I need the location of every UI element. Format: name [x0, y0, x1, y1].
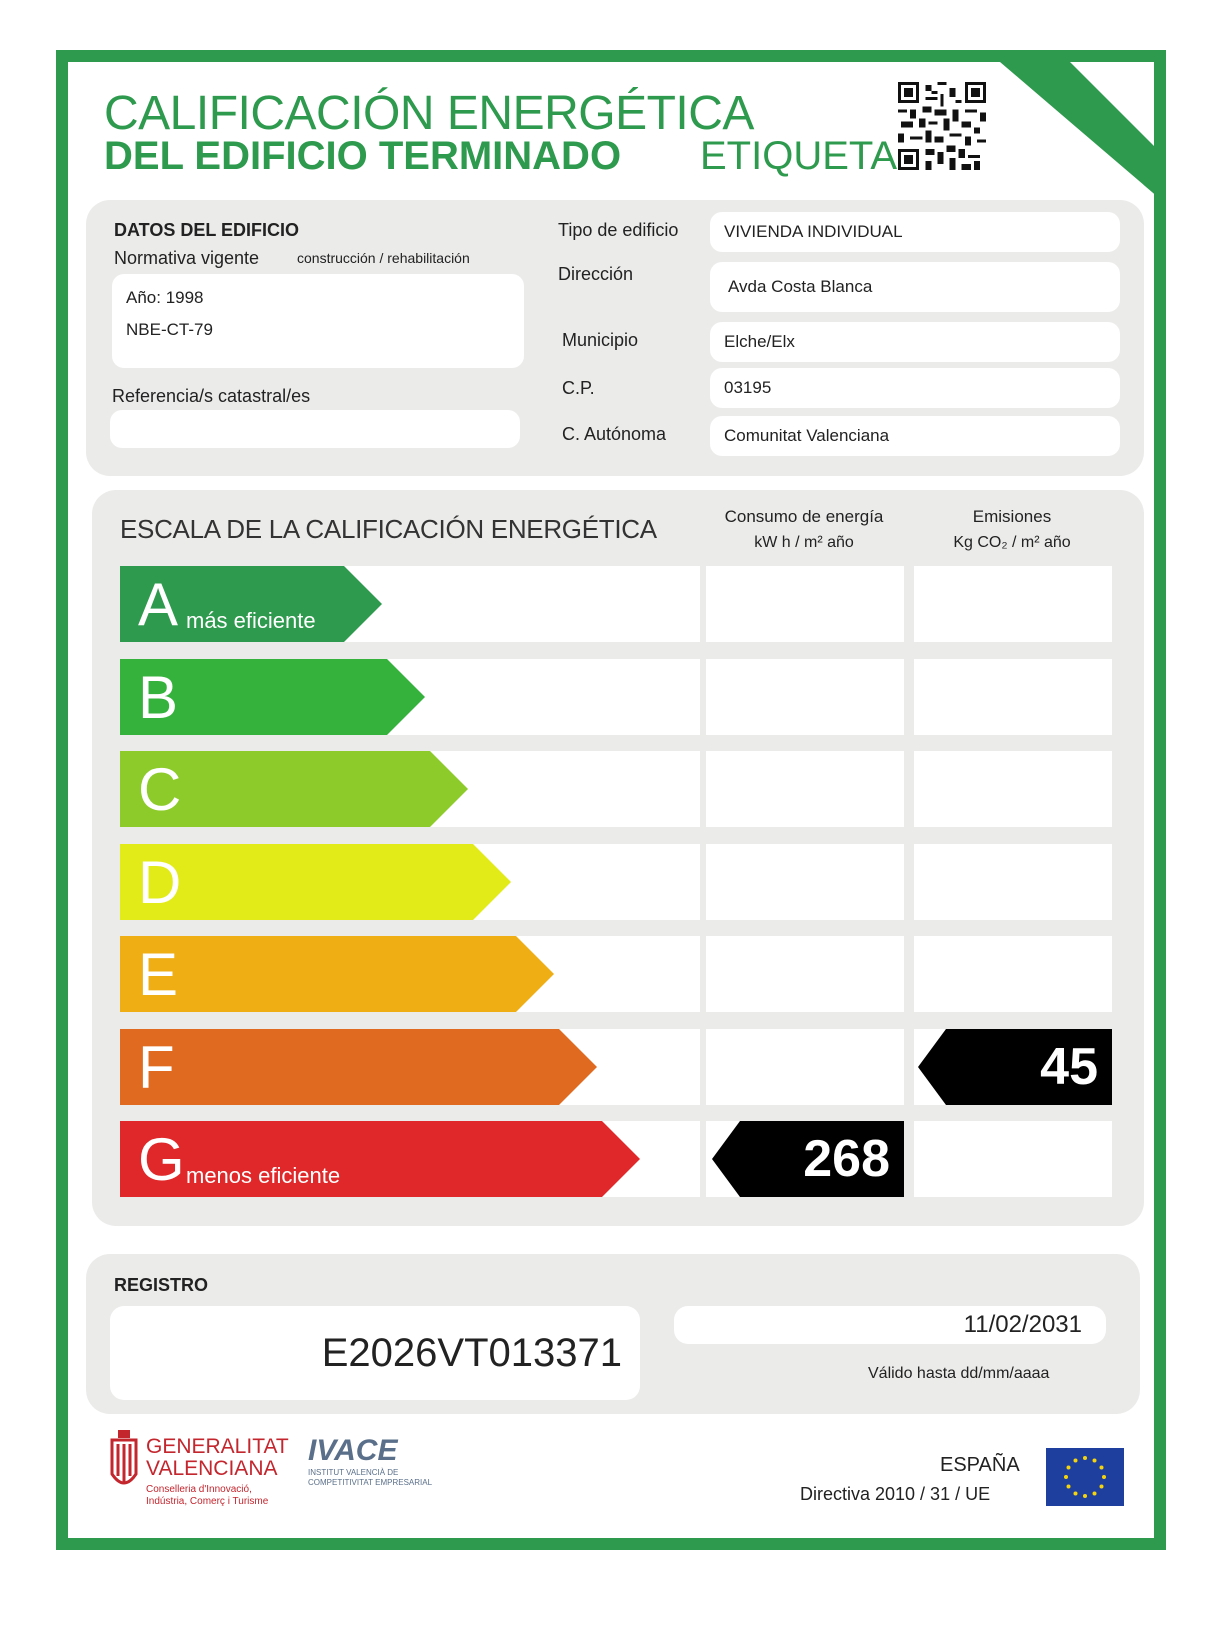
normativa-sub-label: construcción / rehabilitación: [297, 250, 470, 266]
rating-letter: C: [138, 756, 182, 823]
cp-field: 03195: [710, 368, 1120, 408]
eu-star: [1064, 1475, 1068, 1479]
emisiones-header-line2: Kg CO₂ / m² año: [953, 534, 1071, 551]
validity-label: Válido hasta dd/mm/aaaa: [868, 1365, 1050, 1382]
ivace-sub-line2: COMPETITIVITAT EMPRESARIAL: [308, 1478, 433, 1487]
consumo-cell-e: [706, 936, 904, 1012]
municipio-field: Elche/Elx: [710, 322, 1120, 362]
emisiones-header: [912, 504, 1112, 556]
rating-subtitle: más eficiente: [186, 608, 316, 633]
eu-star: [1074, 1492, 1078, 1496]
address-label: Dirección: [558, 264, 634, 284]
title-line-2: DEL EDIFICIO TERMINADO: [104, 134, 622, 178]
validity-date-field: 11/02/2031: [674, 1306, 1106, 1344]
eu-star: [1102, 1475, 1106, 1479]
corner-decoration: [1000, 58, 1170, 218]
generalitat-line2: VALENCIANA: [146, 1457, 278, 1480]
eu-star: [1067, 1466, 1071, 1470]
normativa-field: [112, 274, 524, 368]
eu-star: [1093, 1492, 1097, 1496]
eu-star: [1083, 1456, 1087, 1460]
emisiones-cell-a: [914, 566, 1112, 642]
country-label: ESPAÑA: [940, 1454, 1020, 1476]
generalitat-crest-icon: [108, 1428, 140, 1498]
eu-star: [1093, 1459, 1097, 1463]
eu-star: [1100, 1466, 1104, 1470]
emisiones-cell-g: [914, 1121, 1112, 1197]
ref-catastral-label: Referencia/s catastral/es: [112, 386, 311, 406]
eu-star: [1083, 1494, 1087, 1498]
rating-letter: D: [138, 849, 182, 916]
building-section-title: DATOS DEL EDIFICIO: [114, 220, 300, 240]
rating-letter: F: [138, 1034, 175, 1101]
conselleria-line1: Conselleria d'Innovació,: [146, 1484, 252, 1495]
rating-bar-a: [120, 566, 382, 642]
ivace-sub-line1: INSTITUT VALENCIÀ DE: [308, 1468, 399, 1477]
rating-bar-g: [120, 1121, 640, 1197]
consumo-cell-a: [706, 566, 904, 642]
year-value: Año: 1998: [126, 288, 204, 307]
building-type-label: Tipo de edificio: [558, 220, 679, 240]
title-line-1: CALIFICACIÓN ENERGÉTICA: [104, 87, 754, 140]
rating-bar-e: [120, 936, 554, 1012]
emisiones-indicator-value: 45: [1040, 1038, 1098, 1096]
address-field: Avda Costa Blanca: [710, 262, 1120, 312]
emisiones-indicator: [918, 1029, 1112, 1105]
normativa-label: Normativa vigente: [114, 248, 260, 268]
rating-letter: A: [138, 571, 179, 638]
generalitat-name: [146, 1436, 289, 1480]
rating-letter: E: [138, 941, 179, 1008]
consumo-header: [704, 504, 904, 556]
municipio-label: Municipio: [562, 330, 639, 350]
eu-star: [1067, 1485, 1071, 1489]
rating-subtitle: menos eficiente: [186, 1163, 341, 1188]
rating-bar-b: [120, 659, 425, 735]
title-tag: ETIQUETA: [700, 134, 898, 178]
consumo-cell-f: [706, 1029, 904, 1105]
directive-label: Directiva 2010 / 31 / UE: [800, 1484, 991, 1504]
consumo-cell-b: [706, 659, 904, 735]
emisiones-cell-e: [914, 936, 1112, 1012]
ivace-subtitle: [308, 1468, 432, 1488]
eu-star: [1074, 1459, 1078, 1463]
rating-bar-f: [120, 1029, 597, 1105]
scale-title: ESCALA DE LA CALIFICACIÓN ENERGÉTICA: [120, 514, 657, 544]
registro-code-field: E2026VT013371: [110, 1306, 640, 1400]
rating-letter: B: [138, 664, 179, 731]
conselleria-text: [146, 1484, 268, 1508]
rating-letter: G: [138, 1126, 185, 1193]
ivace-logo: IVACE: [308, 1434, 398, 1467]
conselleria-line2: Indústria, Comerç i Turisme: [146, 1496, 269, 1507]
eu-star: [1100, 1485, 1104, 1489]
qr-code-icon: [895, 82, 989, 170]
rating-bar-d: [120, 844, 511, 920]
cp-label: C.P.: [562, 378, 595, 398]
consumo-cell-c: [706, 751, 904, 827]
ca-field: Comunitat Valenciana: [710, 416, 1120, 456]
consumo-indicator: [712, 1121, 904, 1197]
consumo-header-line1: Consumo de energía: [724, 507, 884, 526]
emisiones-cell-b: [914, 659, 1112, 735]
rating-bar-c: [120, 751, 468, 827]
ref-catastral-field: [110, 410, 520, 448]
consumo-indicator-value: 268: [803, 1130, 890, 1188]
emisiones-cell-c: [914, 751, 1112, 827]
emisiones-cell-d: [914, 844, 1112, 920]
norm-value: NBE-CT-79: [126, 320, 213, 339]
eu-flag-icon: [1046, 1448, 1124, 1506]
emisiones-header-line1: Emisiones: [972, 507, 1052, 526]
consumo-header-line2: kW h / m² año: [754, 534, 854, 551]
building-type-field: VIVIENDA INDIVIDUAL: [710, 212, 1120, 252]
registro-label: REGISTRO: [114, 1275, 209, 1295]
consumo-cell-d: [706, 844, 904, 920]
generalitat-line1: GENERALITAT: [146, 1435, 289, 1458]
ca-label: C. Autónoma: [562, 424, 667, 444]
